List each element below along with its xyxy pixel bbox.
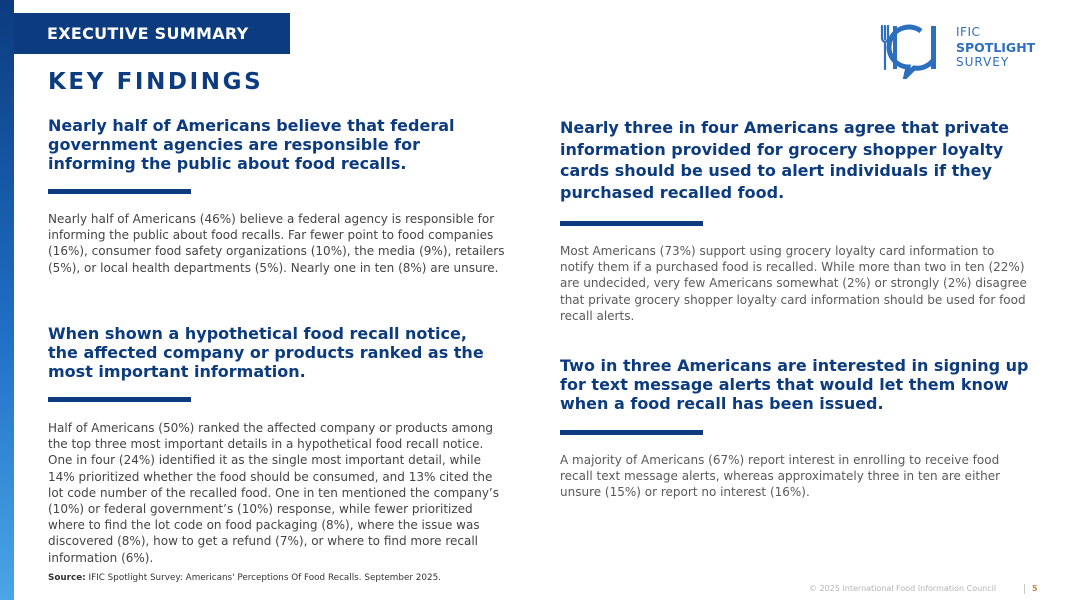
section-tab xyxy=(14,13,290,54)
finding-1-heading: Nearly half of Americans believe that federal government agencies are responsible for informing the public about food recalls. xyxy=(48,116,455,173)
page-number: 5 xyxy=(1032,584,1038,593)
finding-3-heading: Nearly three in four Americans agree that private information provided for grocery shopper loyalty cards should be used to alert individuals if they purchased recalled food. xyxy=(560,118,1009,202)
logo-line-ific: IFIC xyxy=(956,25,981,39)
finding-1-divider xyxy=(48,189,191,194)
logo-line-spotlight: SPOTLIGHT xyxy=(956,40,1036,55)
copyright-notice: © 2025 International Food Information Council xyxy=(809,584,997,593)
finding-4-heading: Two in three Americans are interested in signing up for text message alerts that would let them know when a food recall has been issued. xyxy=(560,356,1029,413)
finding-4-body: A majority of Americans (67%) report interest in enrolling to receive food recall text message alerts, whereas approximately three in ten are either unsure (15%) or report no interest (16%). xyxy=(560,453,1001,500)
finding-2-heading: When shown a hypothetical food recall notice, the affected company or products ranked as the most important information. xyxy=(48,324,484,381)
finding-3-divider xyxy=(560,221,703,226)
left-accent-bar xyxy=(0,0,14,600)
section-tab-label: EXECUTIVE SUMMARY xyxy=(47,24,249,43)
source-label: Source: xyxy=(48,573,86,583)
finding-2-divider xyxy=(48,397,191,402)
ific-spotlight-logo xyxy=(878,23,1048,79)
logo-line-survey: SURVEY xyxy=(956,55,1010,69)
footer-divider xyxy=(1024,584,1025,594)
source-text: IFIC Spotlight Survey: Americans' Perceptions Of Food Recalls. September 2025. xyxy=(85,573,441,583)
source-note xyxy=(48,573,441,583)
page-title: KEY FINDINGS xyxy=(48,69,264,95)
fork-and-speech-bubble-icon xyxy=(878,23,948,79)
finding-1-body: Nearly half of Americans (46%) believe a federal agency is responsible for informing the public about food recalls. Far fewer point to food companies (16%), consumer food safety organizations (10%), the media (9%), retailers (5%), or local health departments (5%). Nearly one in ten (8%) are unsure. xyxy=(48,212,505,275)
finding-3-body: Most Americans (73%) support using grocery loyalty card information to notify them if a purchased food is recalled. While more than two in ten (22%) are undecided, very few Americans somewhat (2%) or strongly (2%) disagree that private grocery shopper loyalty card information should be used for food recall alerts. xyxy=(560,244,1027,323)
finding-2-body: Half of Americans (50%) ranked the affected company or products among the top three most important details in a hypothetical food recall notice. One in four (24%) identified it as the single most important detail, while 14% prioritized whether the food should be consumed, and 13% cited the lot code number of the recalled food. One in ten mentioned the company’s (10%) or federal government’s (10%) response, while fewer prioritized where to find the lot code on food packaging (8%), where the issue was discovered (8%), how to get a refund (7%), or where to find more recall information (6%). xyxy=(48,421,499,565)
finding-4-divider xyxy=(560,430,703,435)
